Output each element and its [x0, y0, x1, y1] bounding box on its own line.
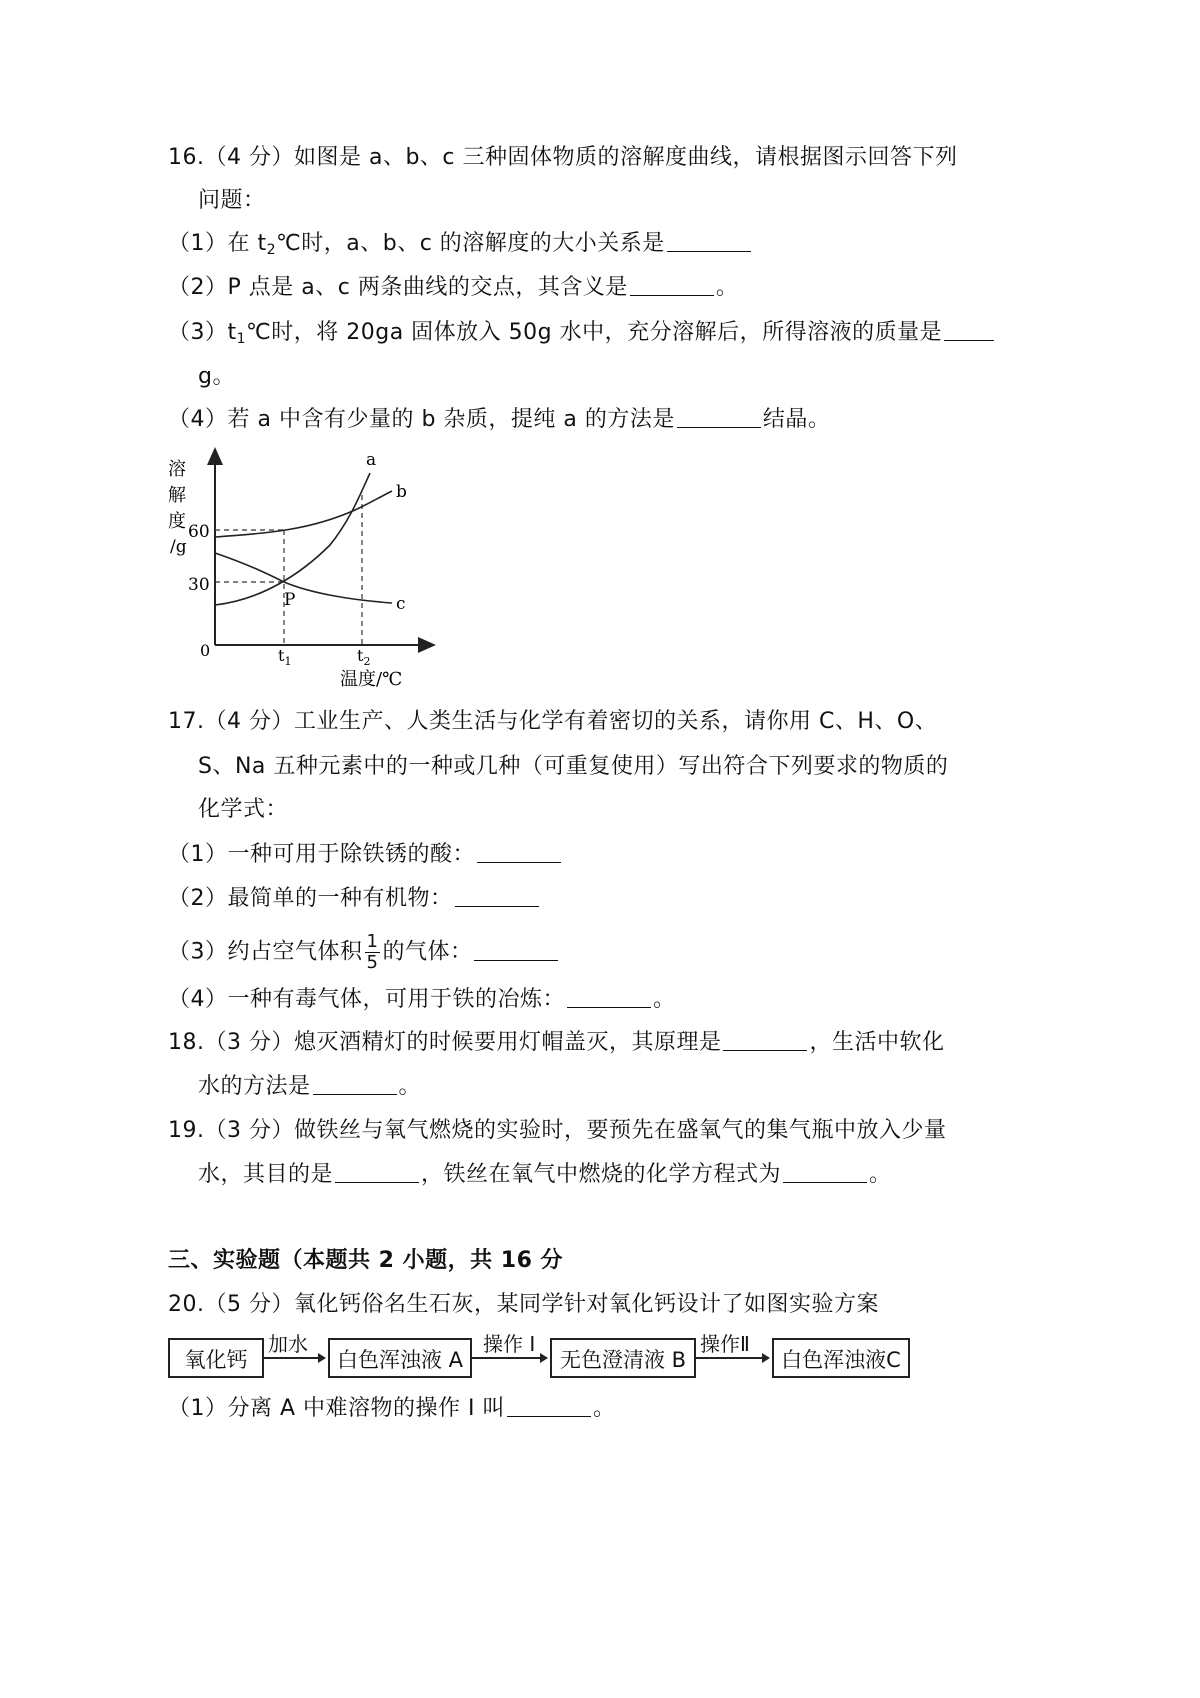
flow-box-white-suspension-a: 白色浑浊液 A: [328, 1338, 472, 1378]
answer-blank[interactable]: [507, 1394, 591, 1417]
solubility-chart: [160, 445, 450, 695]
curve-c: [215, 553, 392, 603]
q16-part3-sub: 1: [236, 331, 247, 347]
q19-line2: [198, 1160, 892, 1190]
q17-part3-pre: （3）约占空气体积: [168, 939, 363, 965]
q17-part2: [168, 884, 541, 914]
q16-part3-line2: g。: [198, 364, 235, 389]
q17-part3-post: 的气体：: [382, 939, 473, 965]
flow-box-clear-liquid-b: 无色澄清液 B: [550, 1338, 696, 1378]
q16-part2: [168, 273, 738, 303]
q16-part1-post: ℃时，a、b、c 的溶解度的大小关系是: [276, 231, 665, 256]
point-p-label: P: [284, 590, 296, 610]
q20-line1: 20.（5 分）氧化钙俗名生石灰，某同学针对氧化钙设计了如图实验方案: [168, 1292, 879, 1317]
q16-part1-pre: （1）在 t: [168, 231, 267, 256]
q18-line1: [168, 1028, 945, 1058]
x-tick-label: $t_2$: [357, 646, 371, 668]
answer-blank[interactable]: [723, 1028, 807, 1051]
answer-blank[interactable]: [630, 273, 714, 296]
answer-blank[interactable]: [455, 884, 539, 907]
q17-part4-text: （4）一种有毒气体，可用于铁的冶炼：: [168, 987, 565, 1012]
q16-part2-text: （2）P 点是 a、c 两条曲线的交点，其含义是: [168, 275, 628, 300]
q16-part4-pre: （4）若 a 中含有少量的 b 杂质，提纯 a 的方法是: [168, 407, 675, 432]
q16-line1: 16.（4 分）如图是 a、b、c 三种固体物质的溶解度曲线，请根据图示回答下列: [168, 145, 958, 170]
q18-line2: [198, 1072, 421, 1102]
q17-part1: [168, 840, 563, 870]
q16-part3-post: ℃时，将 20ga 固体放入 50g 水中，充分溶解后，所得溶液的质量是: [246, 320, 943, 345]
q16-part4: [168, 405, 830, 435]
q19-line1: 19.（3 分）做铁丝与氧气燃烧的实验时，要预先在盛氧气的集气瓶中放入少量: [168, 1118, 947, 1143]
section-title: 三、实验题（本题共 2 小题，共 16 分: [168, 1248, 564, 1273]
answer-blank[interactable]: [567, 985, 651, 1008]
answer-blank[interactable]: [944, 318, 994, 341]
q20-part1-pre: （1）分离 A 中难溶物的操作 I 叫: [168, 1396, 506, 1421]
q16-part4-post: 结晶。: [762, 407, 831, 432]
q17-line2: S、Na 五种元素中的一种或几种（可重复使用）写出符合下列要求的物质的: [198, 754, 949, 779]
x-axis-label: 温度/℃: [340, 669, 403, 690]
y-label-char: 度: [168, 511, 186, 532]
q17-part3: [168, 932, 560, 973]
y-tick-label: 60: [188, 522, 210, 542]
fraction-numerator: 1: [366, 931, 379, 952]
answer-blank[interactable]: [667, 229, 751, 252]
y-label-char: 溶: [168, 459, 186, 480]
q18-line2-pre: 水的方法是: [198, 1074, 311, 1099]
fraction-denominator: 5: [366, 952, 379, 973]
flow-arrow: [472, 1346, 550, 1366]
q18-line2-end: 。: [398, 1074, 422, 1099]
flow-arrow-label: 操作Ⅱ: [700, 1332, 750, 1356]
flow-box-calcium-oxide: 氧化钙: [168, 1338, 264, 1378]
flow-arrow-label: 加水: [268, 1332, 308, 1356]
q16-part2-end: 。: [715, 275, 739, 300]
y-label-char: 解: [168, 485, 186, 506]
answer-blank[interactable]: [477, 840, 561, 863]
flow-box-white-suspension-c: 白色浑浊液C: [772, 1338, 910, 1378]
origin-label: 0: [200, 641, 211, 660]
q16-part3-pre: （3）t: [168, 320, 237, 345]
flow-arrow-label: 操作 I: [483, 1332, 536, 1356]
answer-blank[interactable]: [313, 1072, 397, 1095]
q17-line1: 17.（4 分）工业生产、人类生活与化学有着密切的关系，请你用 C、H、O、: [168, 709, 938, 734]
q17-part4: [168, 985, 676, 1015]
q18-line1-post: ，生活中软化: [809, 1030, 945, 1055]
curve-c-label: c: [396, 594, 406, 614]
q19-line2-end: 。: [869, 1162, 892, 1187]
q19-line2-mid: ，铁丝在氧气中燃烧的化学方程式为: [421, 1162, 782, 1187]
q17-part2-text: （2）最简单的一种有机物：: [168, 886, 453, 911]
q16-line2: 问题：: [198, 188, 266, 213]
fraction-one-fifth: [365, 932, 381, 973]
y-tick-label: 30: [188, 575, 210, 595]
experiment-flow-diagram: [168, 1328, 928, 1388]
y-label-char: /g: [170, 537, 187, 557]
q17-part1-text: （1）一种可用于除铁锈的酸：: [168, 842, 475, 867]
answer-blank[interactable]: [783, 1160, 867, 1183]
answer-blank[interactable]: [474, 938, 558, 961]
curve-b-label: b: [396, 482, 407, 502]
q16-part3: [168, 318, 996, 354]
q18-line1-pre: 18.（3 分）熄灭酒精灯的时候要用灯帽盖灭，其原理是: [168, 1030, 722, 1055]
flow-arrow: [696, 1346, 772, 1366]
answer-blank[interactable]: [677, 405, 761, 428]
q19-line2-pre: 水，其目的是: [198, 1162, 334, 1187]
x-tick-label: $t_1$: [278, 646, 292, 668]
curve-b: [215, 491, 392, 537]
curve-a-label: a: [366, 450, 377, 470]
q17-part4-end: 。: [653, 987, 676, 1012]
q17-line3: 化学式：: [198, 797, 289, 822]
q16-part1: [168, 229, 753, 265]
q20-part1-end: 。: [593, 1396, 616, 1421]
q16-part1-sub: 2: [266, 242, 277, 258]
q20-part1: [168, 1394, 616, 1424]
answer-blank[interactable]: [335, 1160, 419, 1183]
flow-arrow: [264, 1346, 328, 1366]
